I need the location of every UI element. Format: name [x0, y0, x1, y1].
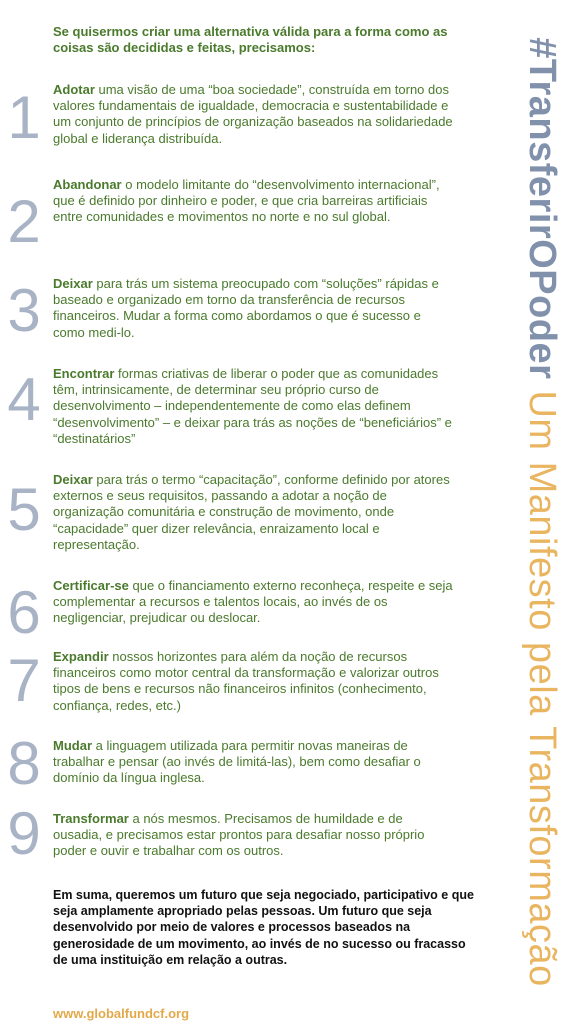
intro-heading: Se quisermos criar uma alternativa válida para a forma como as coisas são decididas e feitas, precisamos: [53, 24, 448, 55]
item-text [53, 578, 453, 627]
item-number: 7 [7, 647, 41, 714]
item-text [53, 276, 453, 341]
item-text [53, 82, 453, 147]
item-number: 1 [7, 84, 41, 151]
item-text [53, 177, 453, 226]
item-number: 3 [7, 277, 41, 344]
item-body: a linguagem utilizada para permitir novas maneiras de trabalhar e pensar (ao invés de limitá-las), bem como desafiar o domínio da língua inglesa. [53, 738, 421, 786]
item-body: nossos horizontes para além da noção de recursos financeiros como motor central da transformação e valorizar outros tipos de bens e recursos não financeiros infinitos (conhecimento, confiança, redes, etc.) [53, 649, 439, 713]
item-text [53, 472, 453, 553]
item-lead: Encontrar [53, 366, 115, 381]
item-number: 9 [7, 800, 41, 867]
manifesto-subtitle: Um Manifesto pela Transformação [521, 379, 563, 987]
item-text [53, 649, 453, 714]
item-number: 2 [7, 188, 41, 255]
item-body: o modelo limitante do “desenvolvimento internacional”, que é definido por dinheiro e poder, e que cria barreiras artificiais entre comunidades e movimentos no norte e no sul global. [53, 177, 440, 225]
hashtag-title: #TransferirOPoder [521, 37, 563, 380]
item-number: 4 [7, 366, 41, 433]
item-body: formas criativas de liberar o poder que as comunidades têm, intrinsicamente, de determinar seu próprio curso de desenvolvimento – independentemente de como elas definem “desenvolvimento” – e deixar para trás as noções de “beneficiários” e “destinatários” [53, 366, 452, 446]
item-text [53, 738, 453, 787]
item-lead: Deixar [53, 472, 93, 487]
item-lead: Transformar [53, 811, 129, 826]
item-lead: Adotar [53, 82, 95, 97]
item-lead: Deixar [53, 276, 93, 291]
footer-website-link[interactable]: www.globalfundcf.org [53, 1006, 190, 1021]
summary-paragraph: Em suma, queremos um futuro que seja negociado, participativo e que seja amplamente apropriado pelas pessoas. Um futuro que seja desenvolvido por meio de valores e processos baseados na generosidade de um movimento, ao invés de no sucesso ou fracasso de uma instituição em relação a outras. [53, 888, 474, 967]
item-number: 6 [7, 579, 41, 646]
item-lead: Mudar [53, 738, 92, 753]
item-number: 8 [7, 730, 41, 797]
item-body: para trás um sistema preocupado com “soluções” rápidas e baseado e organizado em torno da transferência de recursos financeiros. Mudar a forma como abordamos o que é sucesso e como medi-lo. [53, 276, 439, 340]
item-lead: Certificar-se [53, 578, 129, 593]
item-body: uma visão de uma “boa sociedade”, construída em torno dos valores fundamentais de igualdade, democracia e sustentabilidade e um conjunto de princípios de organização baseados na solidariedade global e liderança distribuída. [53, 82, 453, 146]
item-text [53, 366, 453, 447]
item-lead: Abandonar [53, 177, 122, 192]
item-lead: Expandir [53, 649, 109, 664]
item-text [53, 811, 453, 860]
item-body: para trás o termo “capacitação”, conforme definido por atores externos e seus requisitos, passando a adotar a noção de organização comunitária e construção de movimento, onde “capacidade” quer dizer relevância, enraizamento local e representação. [53, 472, 450, 552]
vertical-side-title [520, 37, 564, 987]
item-body: a nós mesmos. Precisamos de humildade e de ousadia, e precisamos estar prontos para desafiar nosso próprio poder e ouvir e trabalhar com os outros. [53, 811, 425, 859]
item-number: 5 [7, 476, 41, 543]
item-body: que o financiamento externo reconheça, respeite e seja complementar a recursos e talentos locais, ao invés de os negligenciar, prejudicar ou deslocar. [53, 578, 453, 626]
